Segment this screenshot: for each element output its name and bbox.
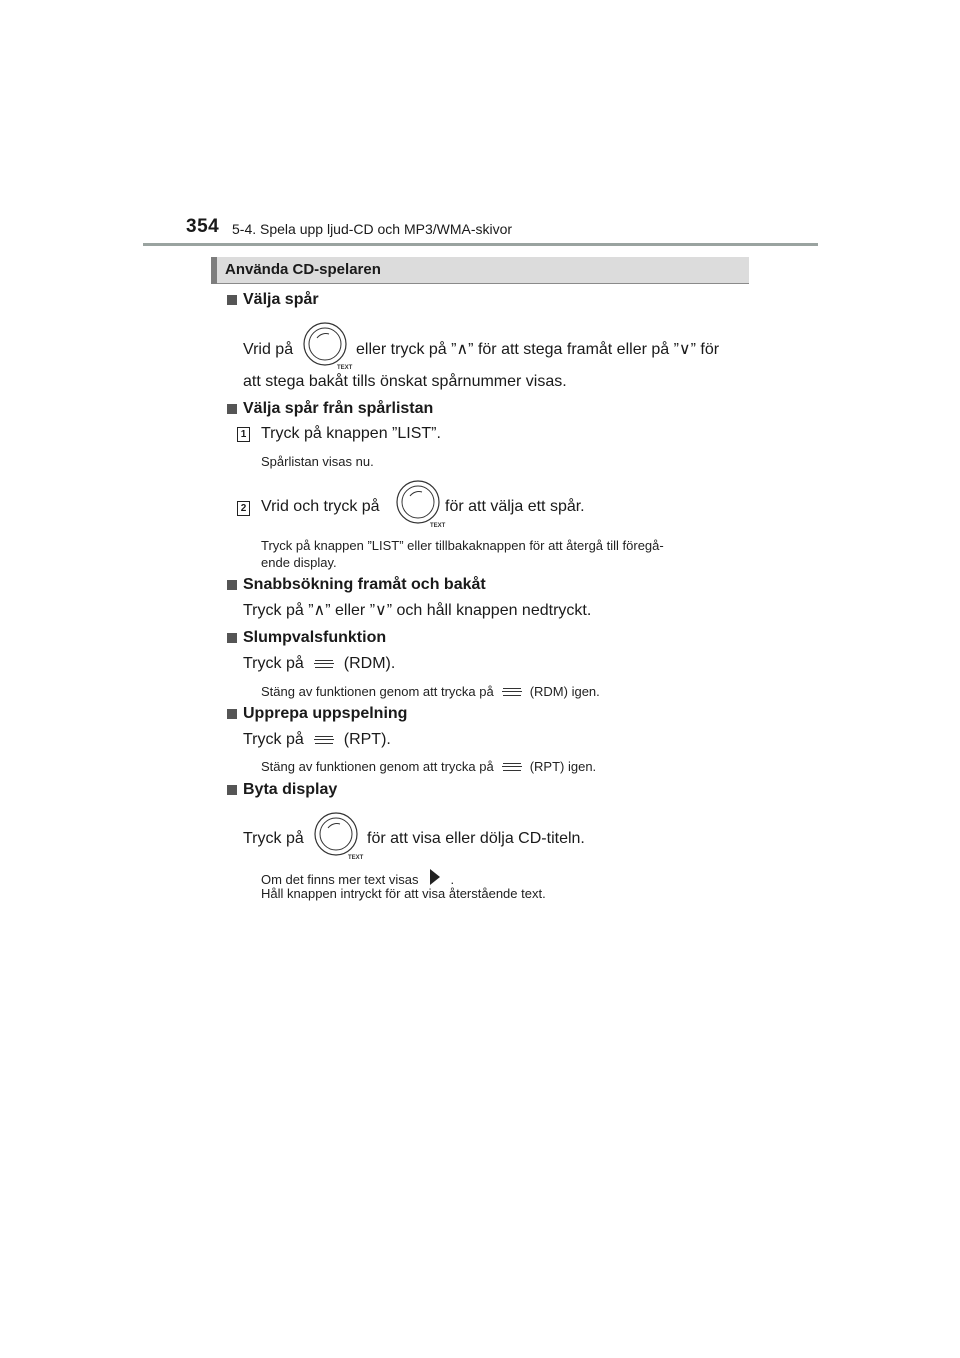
- step2-note-line1: Tryck på knappen ”LIST” eller tillbakaknappen för att återgå till föregå-: [261, 538, 664, 553]
- text-knob-icon: [312, 812, 364, 865]
- svg-text:TEXT: TEXT: [348, 855, 364, 861]
- upprepa-note-start: Stäng av funktionen genom att trycka på: [261, 759, 494, 774]
- heading-slumpval: [225, 629, 386, 647]
- step-number-2: 2: [237, 501, 250, 516]
- step1-note: Spårlistan visas nu.: [261, 454, 374, 469]
- section-accent: [211, 257, 217, 284]
- preset-button-icon: [502, 687, 522, 697]
- bullet-square-icon: [227, 633, 237, 643]
- upprepa-note: [261, 758, 596, 775]
- bullet-square-icon: [227, 404, 237, 414]
- slumpval-text-start: Tryck på: [243, 655, 304, 672]
- bullet-square-icon: [227, 785, 237, 795]
- heading-text: Upprepa uppspelning: [243, 705, 408, 722]
- slumpval-note-end: (RDM) igen.: [529, 684, 600, 699]
- upprepa-text-end: (RPT).: [343, 731, 391, 748]
- text-knob-icon: [394, 480, 446, 533]
- upprepa-text-start: Tryck på: [243, 731, 304, 748]
- preset-button-icon: [502, 762, 522, 772]
- heading-snabbsokning: [225, 576, 486, 594]
- step1-text: Tryck på knappen ”LIST”.: [261, 425, 441, 442]
- valja-spar-line2: att stega bakåt tills önskat spårnummer visas.: [243, 373, 567, 390]
- byta-display-note-line2: Håll knappen intryckt för att visa återstående text.: [261, 886, 546, 901]
- heading-text: Välja spår från spårlistan: [243, 400, 434, 417]
- header-divider: [143, 243, 818, 246]
- bullet-square-icon: [227, 580, 237, 590]
- svg-text:TEXT: TEXT: [430, 523, 446, 529]
- heading-text: Byta display: [243, 781, 338, 798]
- section-title: Använda CD-spelaren: [225, 261, 381, 278]
- chapter-title: 5-4. Spela upp ljud-CD och MP3/WMA-skivor: [232, 221, 513, 237]
- byta-display-note-start: Om det finns mer text visas: [261, 871, 419, 887]
- bullet-square-icon: [227, 709, 237, 719]
- step-number-1: 1: [237, 427, 250, 442]
- bullet-square-icon: [227, 295, 237, 305]
- valja-spar-line1-start: Vrid på: [243, 341, 294, 358]
- preset-button-icon: [314, 735, 334, 745]
- section-heading-bar: [211, 257, 749, 284]
- svg-text:TEXT: TEXT: [337, 365, 353, 371]
- byta-display-text-end: för att visa eller dölja CD-titeln.: [367, 830, 585, 847]
- page-number: 354: [186, 216, 220, 237]
- heading-valja-spar: [225, 291, 319, 309]
- byta-display-text-start: Tryck på: [243, 830, 304, 847]
- upprepa-text: [243, 732, 391, 748]
- heading-byta-display: [225, 781, 337, 799]
- slumpval-text-end: (RDM).: [343, 655, 396, 672]
- heading-valja-fran-lista: [225, 400, 433, 418]
- slumpval-text: [243, 656, 395, 672]
- step2-text-start: Vrid och tryck på: [261, 498, 380, 515]
- heading-text: Slumpvalsfunktion: [243, 629, 387, 646]
- heading-text: Välja spår: [243, 291, 319, 308]
- heading-text: Snabbsökning framåt och bakåt: [243, 576, 486, 593]
- valja-spar-line1-end: eller tryck på ”∧” för att stega framåt eller på ”∨” för: [356, 341, 720, 358]
- text-knob-icon: [301, 322, 353, 375]
- upprepa-note-end: (RPT) igen.: [529, 759, 597, 774]
- slumpval-note-start: Stäng av funktionen genom att trycka på: [261, 684, 494, 699]
- snabbsokning-text: Tryck på ”∧” eller ”∨” och håll knappen nedtryckt.: [243, 602, 592, 619]
- step2-note-line2: ende display.: [261, 555, 337, 570]
- byta-display-note-end: .: [450, 871, 455, 887]
- heading-upprepa: [225, 705, 407, 723]
- slumpval-note: [261, 683, 600, 700]
- step2-text-end: för att välja ett spår.: [445, 498, 585, 515]
- preset-button-icon: [314, 659, 334, 669]
